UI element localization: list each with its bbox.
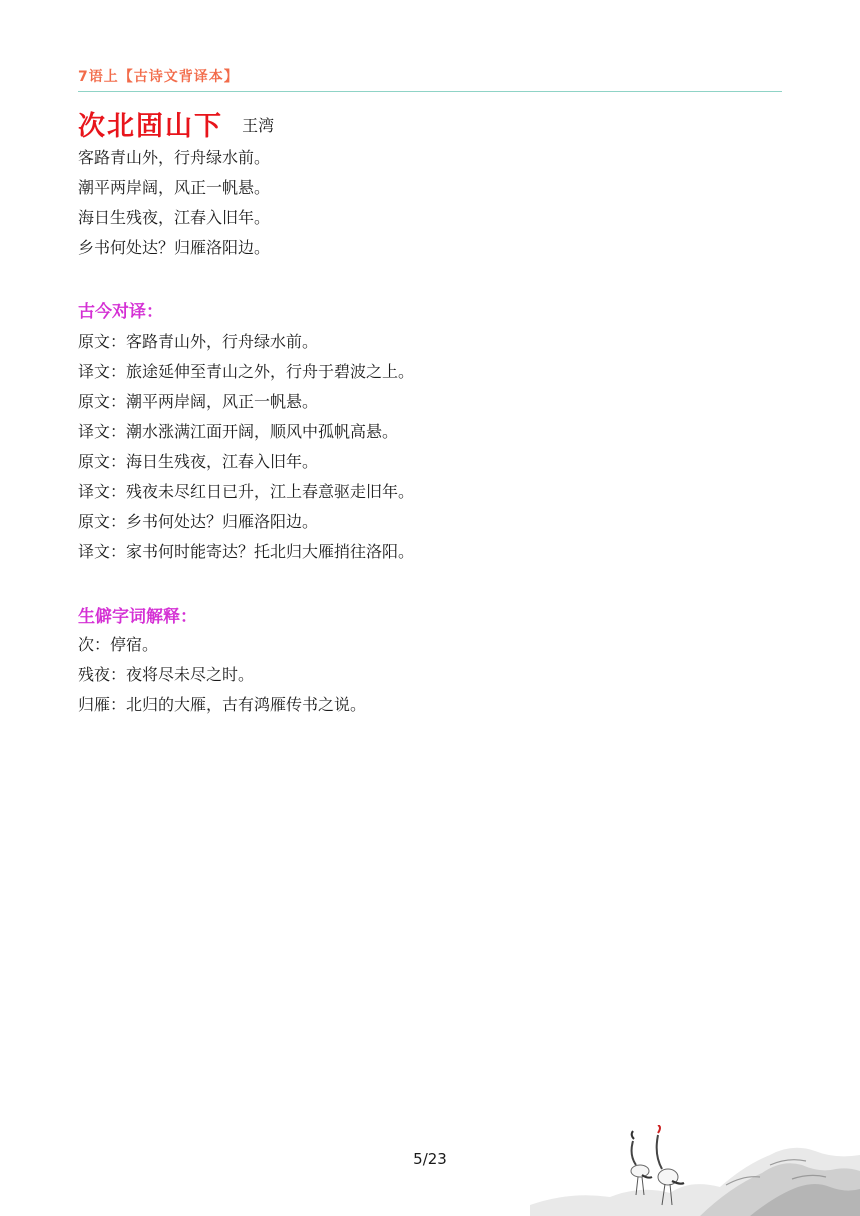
poem-lines (78, 143, 270, 263)
poem-line: 潮平两岸阔，风正一帆悬。 (78, 178, 271, 197)
translation-line: 译文：家书何时能寄达？托北归大雁捎往洛阳。 (78, 542, 415, 561)
poem-line: 海日生残夜，江春入旧年。 (78, 208, 271, 227)
translation-line: 原文：乡书何处达？归雁洛阳边。 (78, 512, 319, 531)
translation-line: 译文：残夜未尽红日已升，江上春意驱走旧年。 (78, 482, 415, 501)
translation-line: 译文：旅途延伸至青山之外，行舟于碧波之上。 (78, 362, 415, 381)
vocab-line: 残夜：夜将尽未尽之时。 (78, 665, 255, 684)
vocab-heading: 生僻字词解释： (78, 607, 197, 627)
translation-lines (78, 327, 414, 567)
vocab-line: 次：停宿。 (78, 635, 159, 654)
translation-line: 原文：海日生残夜，江春入旧年。 (78, 452, 319, 471)
page-header: 7语上【古诗文背译本】 (78, 69, 239, 85)
translation-heading: 古今对译： (78, 302, 163, 322)
translation-line: 原文：客路青山外，行舟绿水前。 (78, 332, 319, 351)
vocab-lines (78, 630, 366, 720)
vocab-line: 归雁：北归的大雁，古有鸿雁传书之说。 (78, 695, 367, 714)
translation-line: 原文：潮平两岸阔，风正一帆悬。 (78, 392, 319, 411)
crane-mountain-illustration (530, 1125, 860, 1216)
translation-line: 译文：潮水涨满江面开阔，顺风中孤帆高悬。 (78, 422, 399, 441)
poem-line: 乡书何处达？归雁洛阳边。 (78, 238, 271, 257)
poem-line: 客路青山外，行舟绿水前。 (78, 148, 271, 167)
page-number: 5/23 (413, 1150, 447, 1168)
poem-author: 王湾 (242, 116, 275, 135)
crane-figure (631, 1131, 652, 1195)
poem-title-row (78, 104, 274, 143)
header-rule (78, 91, 782, 92)
poem-title: 次北固山下 (78, 111, 223, 142)
